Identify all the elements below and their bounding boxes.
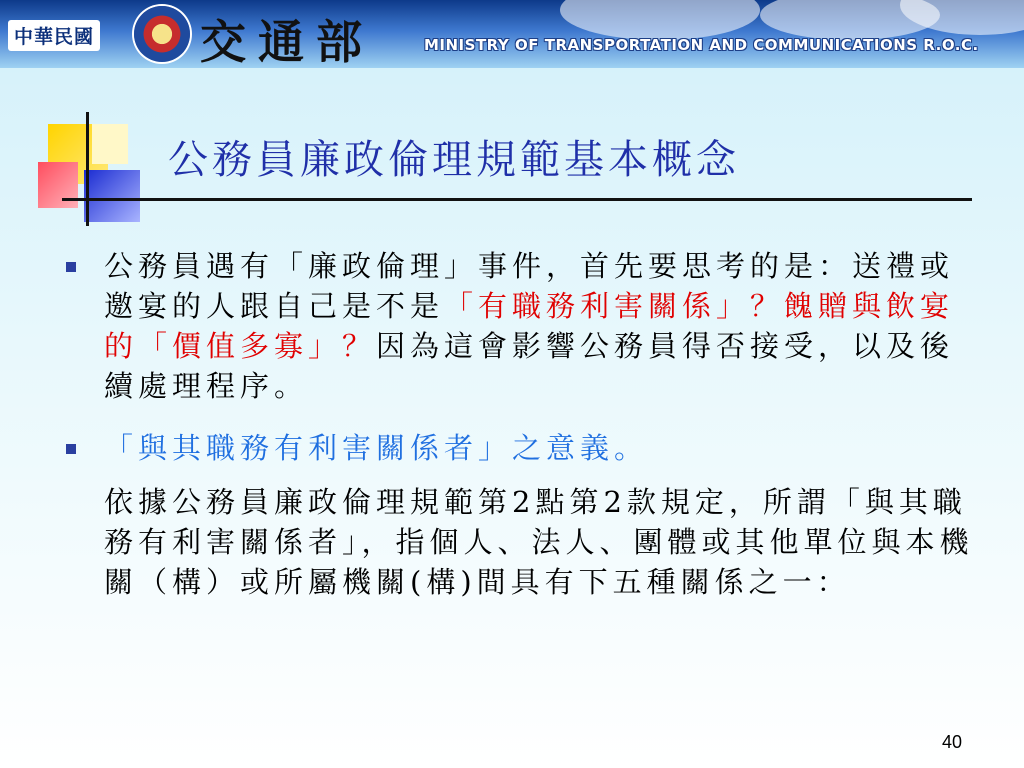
- bullet1-text-end: 因為這會影響公務員得否接受，以及後續處理程序。: [104, 329, 955, 403]
- blue-square-decoration: [84, 170, 140, 222]
- red-square-decoration: [38, 162, 78, 208]
- slide-body: [62, 246, 982, 631]
- cloud-decoration: [560, 0, 760, 40]
- bullet1-text: 公務員遇有「廉政倫理」事件，首先要思考的是：送禮或邀宴的人跟自己是不是: [104, 249, 955, 323]
- bullet1-emphasis: 「有職務利害關係」？餽贈與飲宴的「價值多寡」？: [104, 289, 955, 363]
- ministry-name-chinese: 交通部: [200, 15, 374, 68]
- bullet-item-2: [62, 428, 982, 468]
- page-number: 40: [942, 732, 963, 752]
- vertical-rule: [86, 112, 89, 226]
- title-underline: [62, 198, 972, 201]
- light-square-decoration: [92, 124, 128, 164]
- bullet2-text: 「與其職務有利害關係者」之意義。: [104, 431, 649, 465]
- explanation-paragraph: 依據公務員廉政倫理規範第2點第2款規定，所謂「與其職務有利害關係者」，指個人、法人、團體或其他單位與本機關（構）或所屬機關(構)間具有下五種關係之一：: [104, 485, 974, 599]
- ministry-emblem-icon: [134, 6, 190, 62]
- ministry-name-english: MINISTRY OF TRANSPORTATION AND COMMUNICATIONS R.O.C.: [424, 36, 979, 54]
- slide-title: 公務員廉政倫理規範基本概念: [168, 137, 740, 183]
- bullet-square-icon: [66, 262, 76, 272]
- bullet-square-icon: [66, 444, 76, 454]
- country-label: 中華民國: [8, 20, 100, 51]
- header-banner: [0, 0, 1024, 68]
- bullet-item-1: [62, 246, 982, 406]
